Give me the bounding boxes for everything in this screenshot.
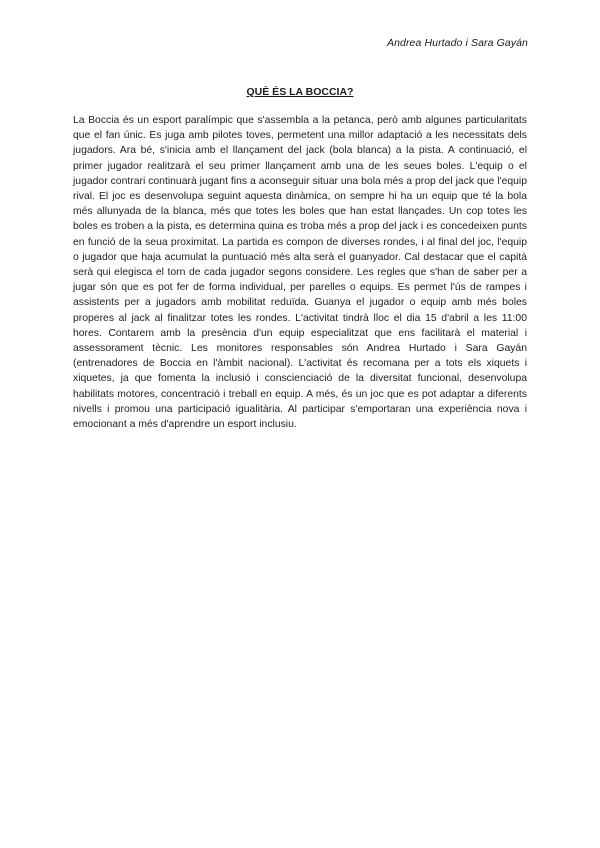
document-authors: Andrea Hurtado i Sara Gayán: [386, 37, 528, 49]
document-body-paragraph: La Boccia és un esport paralímpic que s'assembla a la petanca, però amb algunes particularitats que el fan únic. Es juga amb pilotes toves, permetent una millor adaptació a les necessitats dels jugadors. Ara bé, s'inicia amb el llançament del jack (bola blanca) a la pista. A continuació, el primer jugador realitzarà el seu primer llançament amb una de les seues boles. L'equip o el jugador contrari continuarà jugant fins a aconseguir situar una bola més a prop del jack que l'equip rival. El joc es desenvolupa seguint aquesta dinàmica, on sempre hi ha un equip que té la bola més allunyada de la blanca, més que totes les boles que han estat llançades. Un cop totes les boles es troben a la pista, es determina quina es troba més a prop del jack i es concedeixen punts en funció de la seua proximitat. La partida es compon de diverses rondes, i al final del joc, l'equip o jugador que haja acumulat la puntuació més alta serà el guanyador. Cal destacar que el capità serà qui elegisca el torn de cada jugador segons considere. Les regles que s'han de saber per a jugar són que es pot fer de forma individual, per parelles o equips. Es permet l'ús de rampes i assistents per a jugadors amb mobilitat reduïda. Guanya el jugador o equip amb més boles properes al jack al finalitzar totes les rondes. L'activitat tindrà lloc el dia 15 d'abril a les 11:00 hores. Contarem amb la presència d'un equip especialitzat que ens facilitarà el material i assessorament tècnic. Les monitores responsables són Andrea Hurtado i Sara Gayán (entrenadores de Boccia en l'àmbit nacional). L'activitat és recomana per a tots els xiquets i xiquetes, ja que fomenta la inclusió i conscienciació de la diversitat funcional, desenvolupa habilitats motores, concentració i treball en equip. A més, és un joc que es pot adaptar a diferents nivells i promou una participació igualitària. Al participar s'emportaran una experiència nova i emocionant a més d'aprendre un esport inclusiu.: [73, 115, 527, 431]
document-title: QUÈ ÉS LA BOCCIA?: [246, 86, 354, 98]
